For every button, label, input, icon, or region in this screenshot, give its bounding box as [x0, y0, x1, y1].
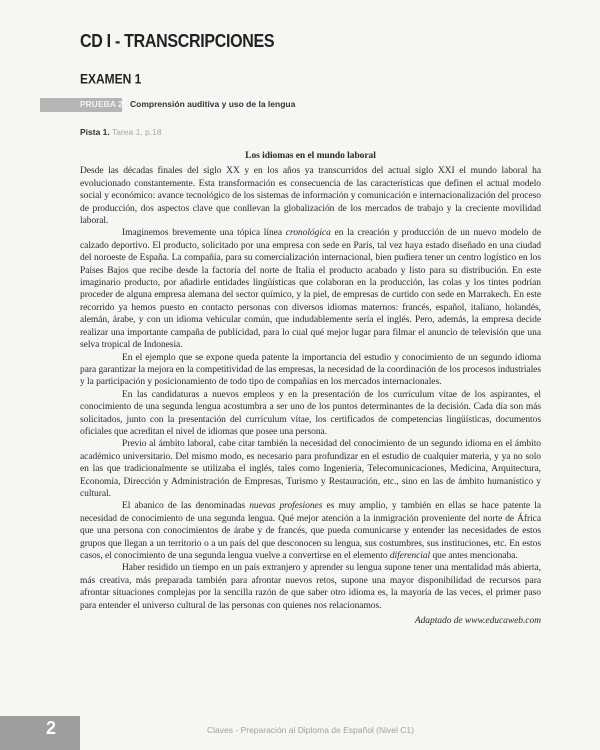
prueba-name: Comprensión auditiva y uso de la lengua: [130, 99, 296, 109]
paragraph-6-text-b: es muy amplio, y también en ellas se hace patente la necesidad de conocimiento de una segunda lengua. Qué mejor atención a la inmigración proveniente del norte de África que una persona con conocimientos de árabe y de francés, que pueda comunicarse y entender las necesidades de estos grupos que llegan a un territorio o a un país del que desconocen su lengua, sus costumbres, sus instituciones, etc. En estos casos, el conocimiento de una segunda lengua vuelve a convertirse en el elemento: [80, 501, 541, 561]
pista-reference: Tarea 1, p.18: [112, 127, 162, 137]
pista-label: Pista 1.: [80, 127, 110, 137]
paragraph-3: En el ejemplo que se expone queda patente la importancia del estudio y conocimiento de un segundo idioma para garantizar la mejora en la competitividad de las empresas, la necesidad de la coordinación de los procesos industriales y la participación y posicionamiento de todo tipo de compañías en los mercados internacionales.: [80, 352, 541, 388]
paragraph-6-emphasis-1: nuevas profesiones: [249, 501, 323, 512]
paragraph-2-text-b: en la creación y producción de un nuevo modelo de calzado deportivo. El producto, solicitado por una empresa con sede en París, tal vez haya estado diseñado en una ciudad del noroeste de España. La compañía, para su comercialización internacional, bien pudiera tener un centro logístico en los Países Bajos que recibe desde la factoría del norte de Italia el producto acabado y listo para su distribución. En este imaginario producto, por añadirle entidades lingüísticas que colaboran en la producción, las colas y los tintes podrían proceder de alguna empresa alemana del sector químico, y la piel, de empresas de curtido con sede en Marrakech. En este recorrido ya hemos puesto en contacto personas con diversos idiomas maternos: francés, español, italiano, holandés, alemán, árabe, y con un idioma vehicular común, que indudablemente sería el inglés. Pero, además, la empresa decide realizar una importante campaña de publicidad, para lo cual qué mejor lugar para filmar el anuncio de televisión que una selva tropical de Indonesia.: [80, 228, 541, 351]
paragraph-6: [80, 500, 541, 562]
paragraph-5: Previo al ámbito laboral, cabe citar también la necesidad del conocimiento de un segundo idioma en el ámbito académico universitario. Del mismo modo, es necesario para profundizar en el estudio de cualquier materia, y ya no solo en las que tradicionalmente se utilizaba el inglés, tales como Ingeniería, Telecomunicaciones, Medicina, Arquitectura, Economía, Dirección y Administración de Empresas, Turismo y Restauración, etc., sino en las de ámbito humanístico y cultural.: [80, 439, 541, 499]
paragraph-7: Haber residido un tiempo en un país extranjero y aprender su lengua supone tener una mentalidad más abierta, más creativa, más preparada también para afrontar nuevos retos, supone una mayor disponibilidad de recursos para afrontar situaciones complejas por la sencilla razón de que saber otro idioma es, la mayoría de las veces, el primer paso para entender el universo cultural de las personas con quienes nos relacionamos.: [80, 563, 541, 611]
article-title: Los idiomas en el mundo laboral: [245, 151, 376, 161]
paragraph-1: Desde las décadas finales del siglo XX y en los años ya transcurridos del actual siglo XXI el mundo laboral ha evolucionado constantemente. Esta transformación es consecuencia de las características que definen el actual modelo social y económico: avance tecnológico de los sistemas de información y comunicación e internacionalización del proceso de producción, dos aspectos clave que conllevan la globalización de los mercados de trabajo y la creciente movilidad laboral.: [80, 166, 541, 227]
paragraph-6-text-c: que antes mencionaba.: [430, 551, 518, 561]
footer-text: Claves - Preparación al Diploma de Español (Nivel C1): [207, 725, 414, 735]
page-number-tab: [0, 716, 80, 750]
paragraph-4: En las candidaturas a nuevos empleos y en la presentación de los currículum vítae de los aspirantes, el conocimiento de una segunda lengua acostumbra a ser uno de los puntos determinantes de la decisión. Cada día son más solicitados, junto con la presentación del currículum vítae, los certificados de competencias lingüísticas, documentos oficiales que acreditan el nivel de idiomas que posee una persona.: [80, 389, 541, 437]
paragraph-2-text-a: Imaginemos brevemente una tópica línea: [122, 228, 286, 239]
paragraph-2-emphasis: cronológica: [285, 228, 331, 239]
paragraph-2: [80, 227, 541, 351]
paragraph-6-emphasis-2: diferencial: [389, 551, 431, 561]
exam-title: EXAMEN 1: [80, 71, 142, 88]
pista-line: [80, 127, 162, 137]
section-title: CD I - TRANSCRIPCIONES: [80, 32, 275, 52]
article: [80, 150, 541, 627]
source-credit: Adaptado de www.educaweb.com: [414, 616, 541, 627]
prueba-label: PRUEBA 2: [80, 99, 123, 109]
page-number: 2: [46, 718, 57, 738]
paragraph-6-text-a: El abanico de las denominadas: [122, 501, 250, 512]
